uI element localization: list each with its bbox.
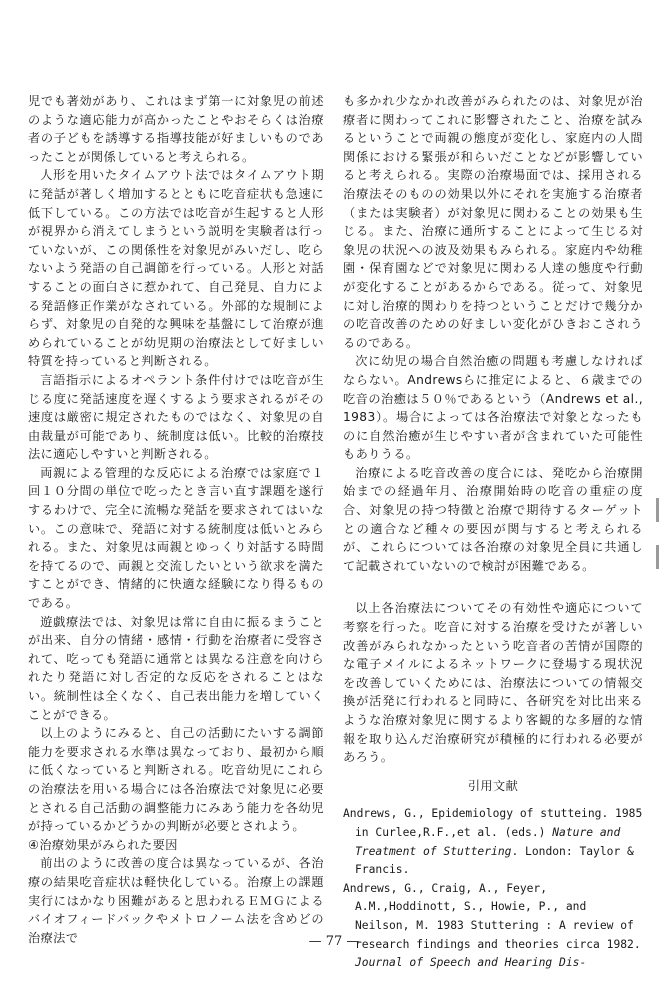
- scan-edge-mark: [656, 545, 659, 569]
- paragraph: 次に幼児の場合自然治癒の問題も考慮しなければならない。Andrewsらに推定によると、６歳までの吃音の治癒は５０％であるという（Andrews et al., 1983）。場合によっては各治療法で対象となったものに自然治癒が生じやすい者が含まれていた可能性もありうる。: [343, 354, 643, 462]
- paragraph: 遊戯療法では、対象児は常に自由に振るまうことが出来、自分の情緒・感情・行動を治療者に受容されて、吃っても発語に通常とは異なる注意を向けられたり発語に対し否定的な反応をされることはない。統制性は全くなく、自己表出能力を増していくことができる。: [28, 614, 324, 722]
- right-column: [343, 92, 643, 973]
- paragraph: 以上各治療法についてその有効性や適応について考察を行った。吃音に対する治療を受けたが著しい改善がみられなかったという吃音者の苦情が国際的な電子メイルによるネットワークに登場する現状況を改善していくためには、治療法についての情報交換が活発に行われると同時に、各研究を対比出来るような治療対象児に関するより客観的な多層的な情報を取り込んだ治療研究が積極的に行われる必要があろう。: [343, 601, 643, 765]
- references-heading: 引用文献: [467, 778, 519, 793]
- section-heading: ④治療効果がみられた要因: [28, 837, 178, 852]
- reference-entry: Andrews, G., Craig, A., Feyer, A.M.,Hoddinott, S., Howie, P., and Neilson, M. 1983 Stuttering : A review of research findings and theories circa 1982. Journal of Speech and Hearing Dis-: [343, 881, 641, 970]
- paragraph: 児でも著効があり、これはまず第一に対象児の前述のような適応能力が高かったことやおそらくは治療者の子どもを誘導する指導技能が好ましいものであったことが関係していると考えられる。: [28, 94, 324, 164]
- page-number: — 77 —: [308, 934, 360, 949]
- paragraph: 両親による管理的な反応による治療では家庭で１回１０分間の単位で吃ったとき言い直す課題を遂行するわけで、完全に流暢な発話を要求されてはいない。この意味で、発語に対する統制度は低いとみられる。また、対象児は両親とゆっくり対話する時間を持てるので、両親と交流したいという欲求を満たすことができ、情緒的に快適な経験になり得るものである。: [28, 465, 324, 611]
- paragraph: も多かれ少なかれ改善がみられたのは、対象児が治療者に関わってこれに影響されたこと、治療を試みるということで両親の態度が変化し、家庭内の人間関係における緊張が和らいだことなどが影響していると考えられる。実際の治療場面では、採用される治療法そのものの効果以外にそれを実施する治療者（または実験者）が対象児に関わることの効果も生じる。また、治療に通所することによって生じる対象児の状況への波及効果もみられる。家庭内や幼稚園・保育園などで対象児に関わる人達の態度や行動が変化することがあるからである。従って、対象児に対し治療的関わりを持つということだけで幾分かの吃音改善のための好ましい変化がひきおこされうるのである。: [343, 94, 643, 350]
- left-column: [28, 92, 324, 947]
- paragraph: 人形を用いたタイムアウト法ではタイムアウト期に発話が著しく増加するとともに吃音症状も急速に低下している。この方法では吃音が生起すると人形が視界から消えてしまうという説明を実験者は行っていないが、この関係性を対象児がみいだし、吃らないよう発語の自己調節を行っている。人形と対話することの面白さに惹かれて、自己発見、自力による発語修正作業がなされている。外部的な規制によらず、対象児の自発的な興味を基盤にして治療が進められていることが幼児期の治療法として好ましい特質を持っていると判断される。: [28, 168, 324, 369]
- paragraph-gap: [343, 575, 643, 599]
- paragraph: 言語指示によるオペラント条件付けでは吃音が生じる度に発話速度を遅くするよう要求されるがその速度は厳密に規定されたものではなく、対象児の自由裁量が可能であり、統制度は低い。比較的治療技法に適応しやすいと判断される。: [28, 372, 324, 462]
- reference-entry: Andrews, G., Epidemiology of stutteing. 1985 in Curlee,R.F.,et al. (eds.) Nature and Treatment of Stuttering. London: Taylor & Francis.: [343, 807, 643, 877]
- paragraph: 治療による吃音改善の度合には、発吃から治療開始までの経過年月、治療開始時の吃音の重症の度合、対象児の持つ特徴と治療で期待するターゲットとの適合など種々の要因が関与すると考えられるが、これらについては各治療の対象児全員に共通して記載されていないので検討が困難である。: [343, 465, 643, 573]
- paragraph: 以上のようにみると、自己の活動にたいする調節能力を要求される水準は異なっており、最初から順に低くなっていると判断される。吃音幼児にこれらの治療法を用いる場合には各治療法で対象児に必要とされる自己活動の調整能力にみあう能力を各幼児が持っているかどうかの判断が必要とされよう。: [28, 726, 324, 834]
- scan-edge-mark: [656, 498, 659, 522]
- paragraph: 前出のように改善の度合は異なっているが、各治療の結果吃音症状は軽快化している。治療上の課題実行にはかなり困難があると思われるＥＭＧによるバイオフィードバックやメトロノーム法を含めどの治療法で: [28, 856, 324, 945]
